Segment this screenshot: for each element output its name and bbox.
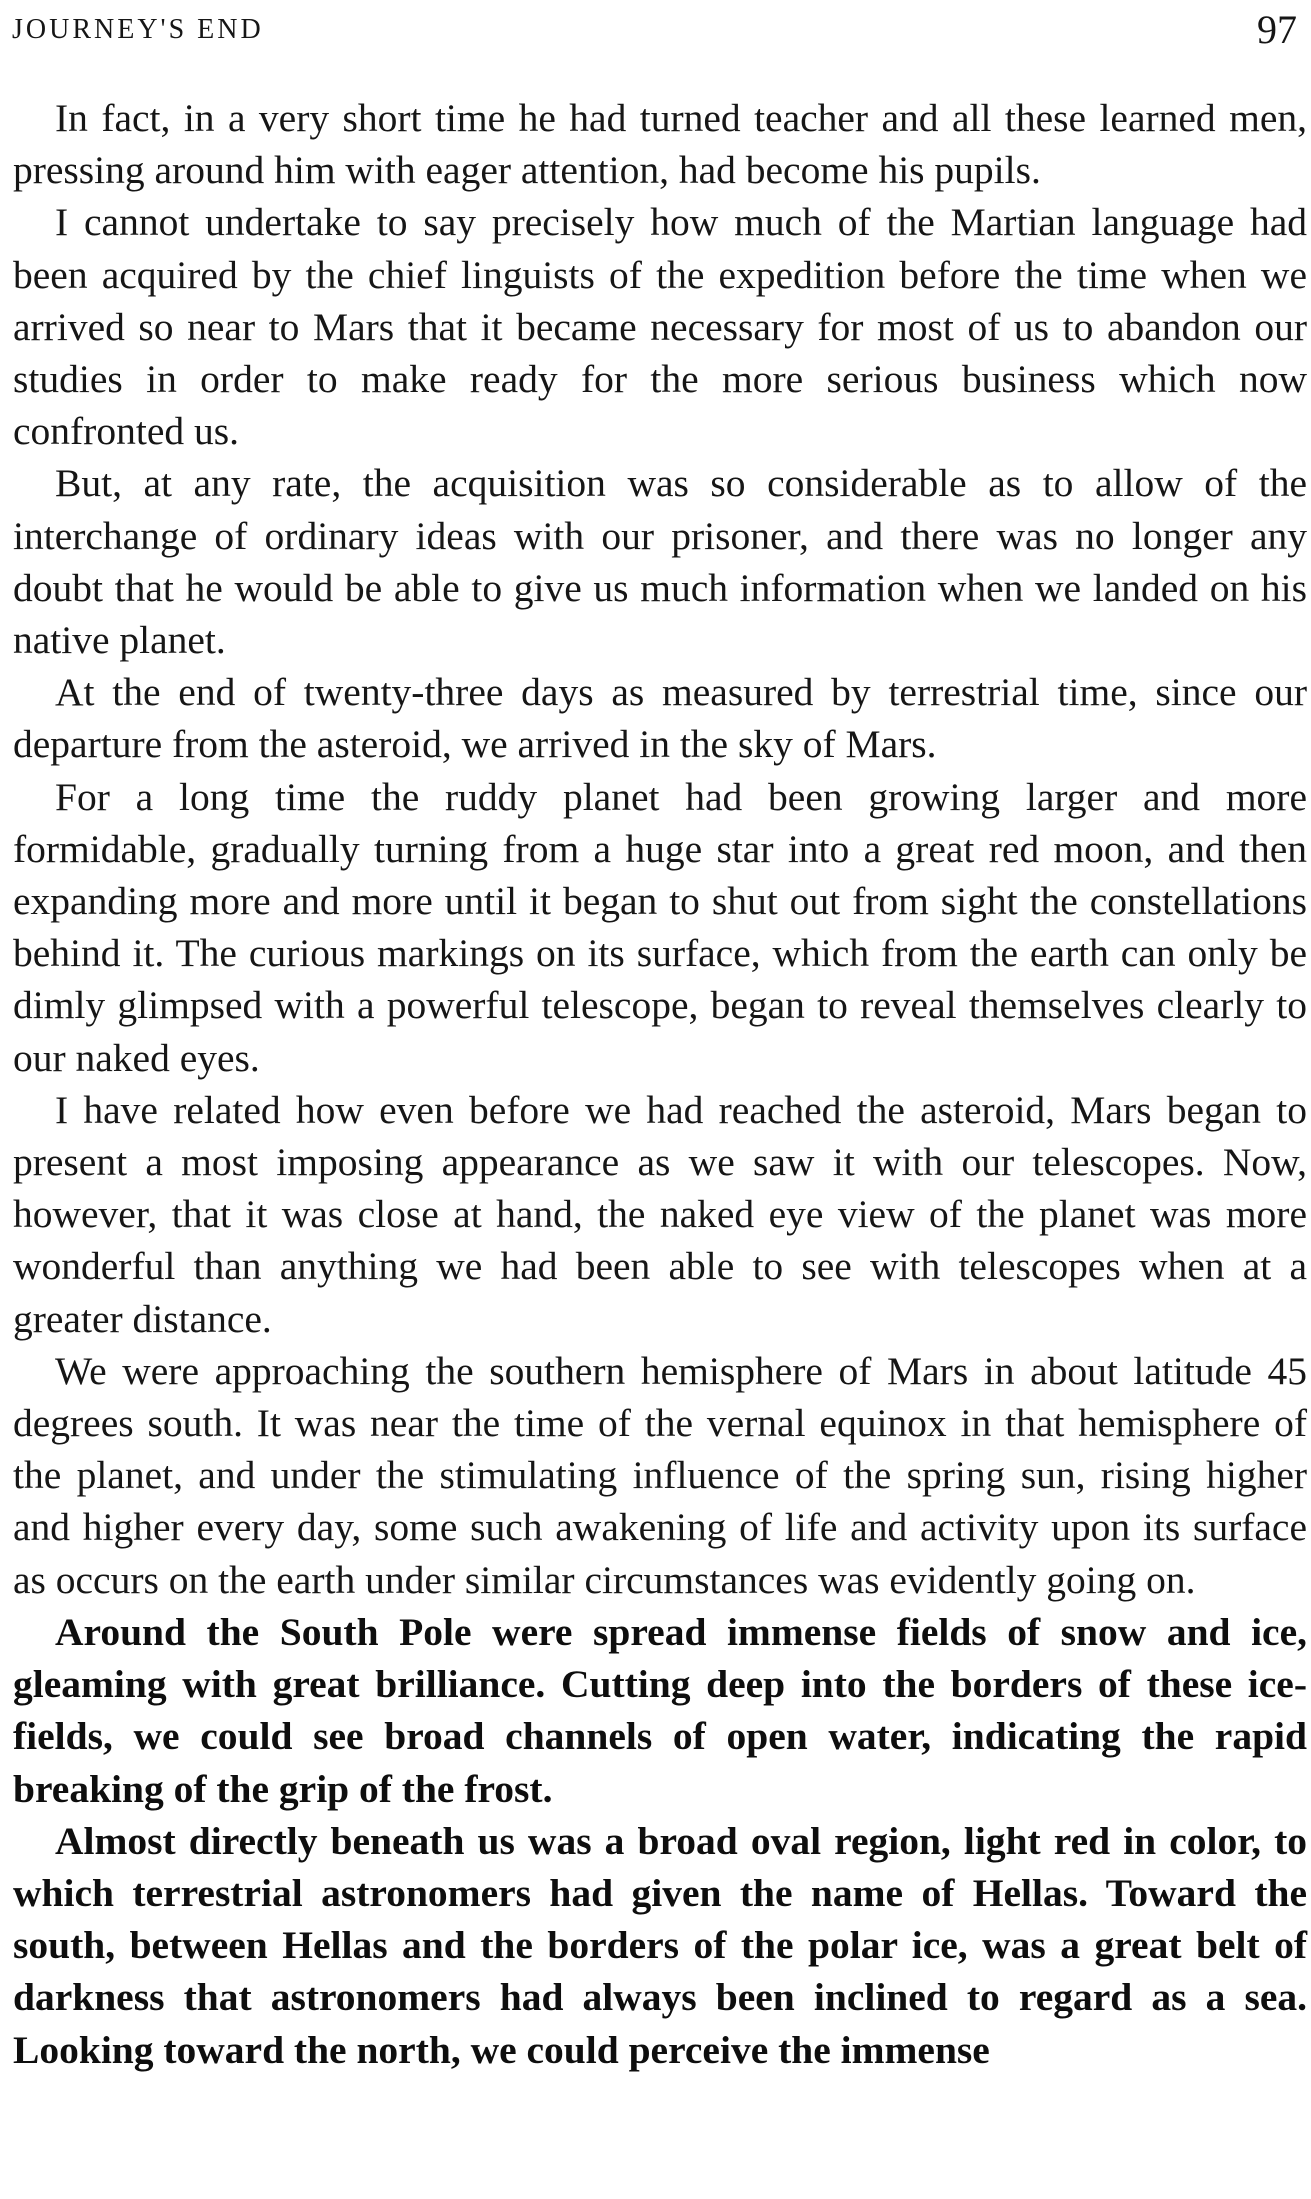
paragraph: Around the South Pole were spread immense fields of snow and ice, gleaming with great brilliance. Cutting deep into the borders of these ice-fields, we could see broad channels of open water, indicating the rapid breaking of the grip of the frost. xyxy=(13,1609,1307,1811)
paragraph: We were approaching the southern hemisphere of Mars in about latitude 45 degrees south. It was near the time of the vernal equinox in that hemisphere of the planet, and under the stimulating influence of the spring sun, rising higher and higher every day, some such awakening of life and activity upon its surface as occurs on the earth under similar circumstances was evidently going on. xyxy=(13,1348,1307,1602)
paragraph: Almost directly beneath us was a broad oval region, light red in color, to which terrestrial astronomers had given the name of Hellas. Toward the south, between Hellas and the borders of the polar ice, was a great belt of darkness that astronomers had always been inclined to regard as a sea. Looking toward the north, we could perceive the immense xyxy=(13,1818,1307,2072)
paragraph: In fact, in a very short time he had turned teacher and all these learned men, pressing around him with eager attention, had become his pupils. xyxy=(13,96,1307,193)
section-title: JOURNEY'S END xyxy=(12,14,264,45)
paragraph: But, at any rate, the acquisition was so considerable as to allow of the interchange of ordinary ideas with our prisoner, and there was no longer any doubt that he would be able to give us much information when we landed on his native planet. xyxy=(13,461,1307,663)
running-head xyxy=(12,7,1297,52)
paragraph: I have related how even before we had reached the asteroid, Mars began to present a most imposing appearance as we saw it with our telescopes. Now, however, that it was close at hand, the naked eye view of the planet was more wonderful than anything we had been able to see with telescopes when at a greater distance. xyxy=(13,1087,1307,1341)
page-number: 97 xyxy=(1257,7,1297,52)
paragraph: At the end of twenty-three days as measured by terrestrial time, since our departure from the asteroid, we arrived in the sky of Mars. xyxy=(13,670,1307,767)
paragraph: I cannot undertake to say precisely how much of the Martian language had been acquired by the chief linguists of the expedition before the time when we arrived so near to Mars that it became necessary for most of us to abandon our studies in order to make ready for the more serious business which now confronted us. xyxy=(13,200,1307,454)
paragraph: For a long time the ruddy planet had been growing larger and more formidable, gradually turning from a huge star into a great red moon, and then expanding more and more until it began to shut out from sight the constellations behind it. The curious markings on its surface, which from the earth can only be dimly glimpsed with a powerful telescope, began to reveal themselves clearly to our naked eyes. xyxy=(13,774,1307,1080)
body-text xyxy=(13,92,1307,2076)
